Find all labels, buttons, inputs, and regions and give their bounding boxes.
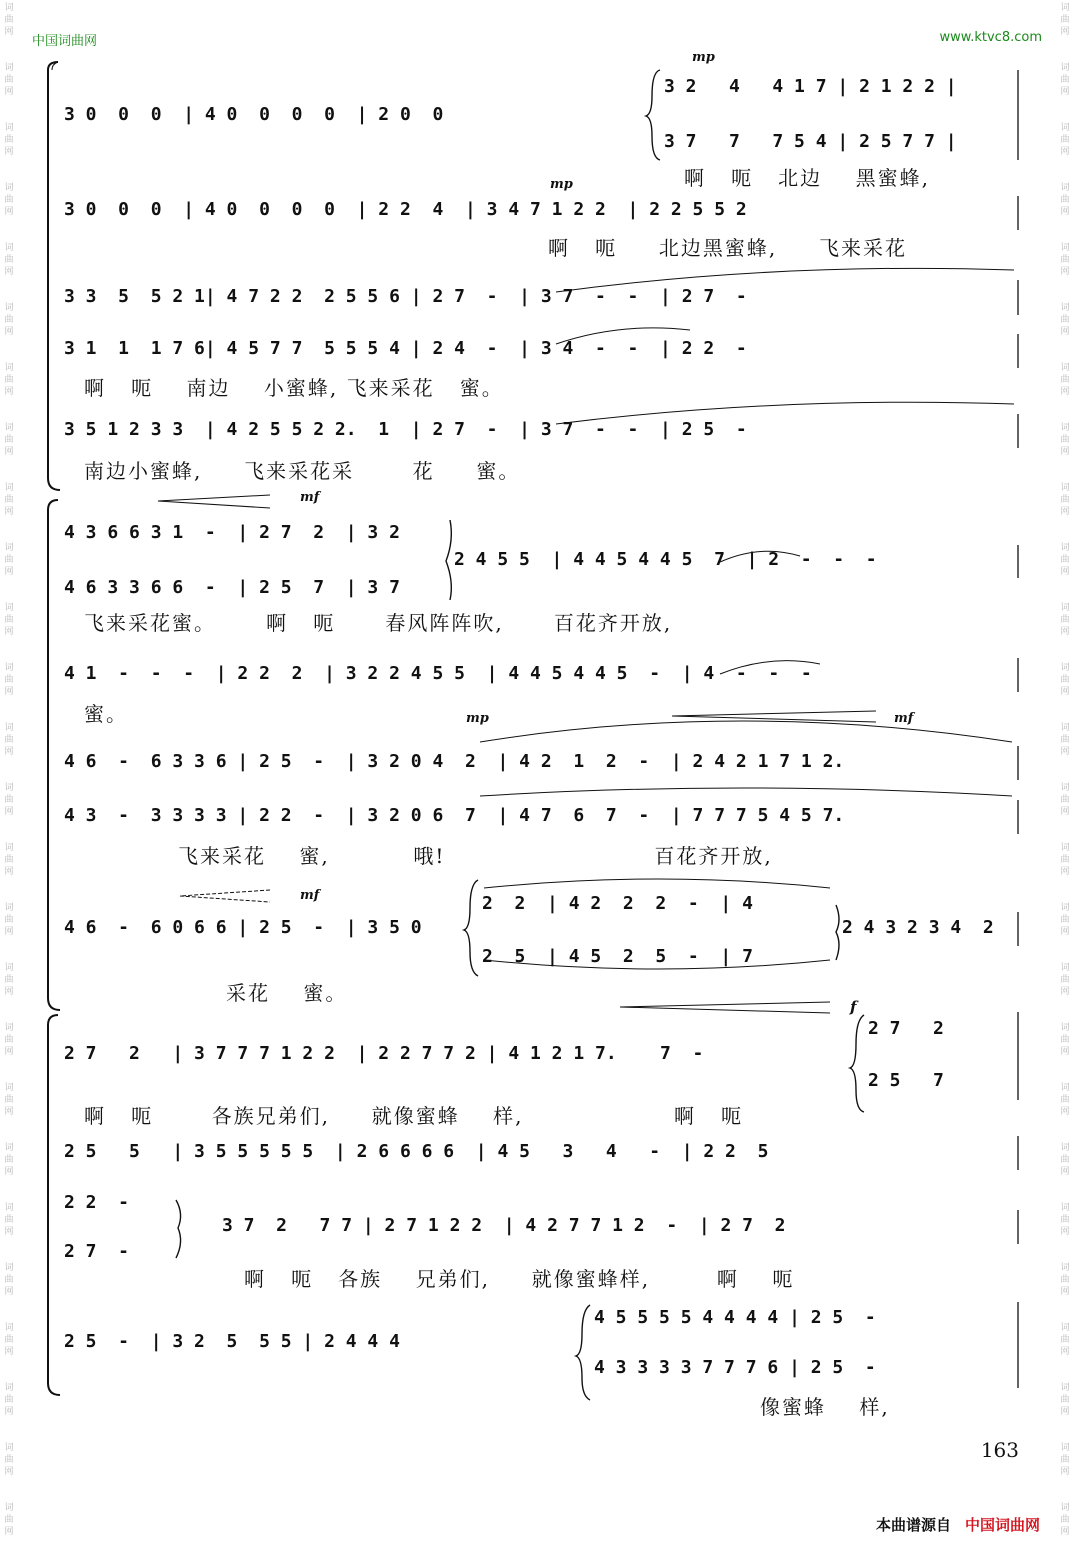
score-line: 2 5 5 | 3 5 5 5 5 5 | 2 6 6 6 6 | 4 5 3 4 - | 2 2 5 [64, 1141, 769, 1162]
score-line: 4 6 - 6 0 6 6 | 2 5 - | 3 5 0 [64, 917, 422, 938]
dynamic-mf: mf [300, 490, 320, 505]
score-line: 4 3 6 6 3 1 - | 2 7 2 | 3 2 [64, 522, 400, 543]
margin-watermark-text: 词 曲 网 [4, 663, 14, 697]
page-number: 163 [980, 1438, 1019, 1462]
margin-watermark-text: 词 曲 网 [4, 1443, 14, 1477]
score-line: 4 5 5 5 5 4 4 4 4 | 2 5 - [594, 1307, 876, 1328]
margin-watermark-text: 词 曲 网 [4, 843, 14, 877]
margin-watermark-text: 词 曲 网 [1060, 1023, 1070, 1057]
lyric-line: 飞来采花 蜜, 哦! 百花齐开放, [178, 844, 773, 868]
score-line: 2 5 - | 3 2 5 5 5 | 2 4 4 4 [64, 1331, 400, 1352]
score-line: 2 7 2 [868, 1018, 944, 1039]
score-line: 4 3 - 3 3 3 3 | 2 2 - | 3 2 0 6 7 | 4 7 6 7 - | 7 7 7 5 4 5 7. [64, 805, 845, 826]
lyric-line: 采花 蜜。 [226, 981, 348, 1005]
score-line: 3 7 2 7 7 | 2 7 1 2 2 | 4 2 7 7 1 2 - | 2 7 2 [222, 1215, 786, 1236]
margin-watermark-text: 词 曲 网 [1060, 363, 1070, 397]
margin-watermark-text: 词 曲 网 [4, 783, 14, 817]
margin-watermark-text: 词 曲 网 [1060, 1323, 1070, 1357]
margin-watermark-text: 词 曲 网 [1060, 963, 1070, 997]
score-line: 3 1 1 1 7 6| 4 5 7 7 5 5 5 4 | 2 4 - | 3 4 - - | 2 2 - [64, 338, 747, 359]
score-line: 3 2 4 4 1 7 | 2 1 2 2 | [664, 76, 957, 97]
margin-watermark-text: 词 曲 网 [4, 723, 14, 757]
lyric-line: 飞来采花蜜。 啊 呃 春风阵阵吹, 百花齐开放, [84, 611, 673, 635]
dynamic-f: f [850, 998, 857, 1016]
margin-watermark-text: 词 曲 网 [1060, 603, 1070, 637]
score-line: 2 2 - [64, 1192, 130, 1213]
lyric-line: 啊 呃 北边黑蜜蜂, 飞来采花 [548, 236, 908, 260]
margin-watermark-text: 词 曲 网 [4, 3, 14, 37]
margin-watermark-text: 词 曲 网 [1060, 663, 1070, 697]
lyric-line: 啊 呃 各族兄弟们, 就像蜜蜂 样, 啊 呃 [84, 1104, 744, 1128]
score-line: 4 6 - 6 3 3 6 | 2 5 - | 3 2 0 4 2 | 4 2 1 2 - | 2 4 2 1 7 1 2. [64, 751, 845, 772]
margin-watermark-text: 词 曲 网 [4, 1503, 14, 1537]
margin-watermark-text: 词 曲 网 [1060, 423, 1070, 457]
score-line: 2 2 | 4 2 2 2 - | 4 [482, 893, 753, 914]
score-line: 3 0 0 0 | 4 0 0 0 0 | 2 2 4 | 3 4 7 1 2 2 | 2 2 5 5 2 [64, 199, 747, 220]
margin-watermark-text: 词 曲 网 [1060, 3, 1070, 37]
margin-watermark-text: 词 曲 网 [4, 63, 14, 97]
lyric-line: 蜜。 [84, 702, 128, 726]
margin-watermark-text: 词 曲 网 [1060, 783, 1070, 817]
margin-watermark-text: 词 曲 网 [4, 603, 14, 637]
score-line: 2 4 3 2 3 4 2 [842, 917, 994, 938]
margin-watermark-text: 词 曲 网 [1060, 483, 1070, 517]
score-line: 3 0 0 0 | 4 0 0 0 0 | 2 0 0 [64, 104, 455, 125]
margin-watermark-text: 词 曲 网 [1060, 1083, 1070, 1117]
score-line: 2 7 2 | 3 7 7 7 1 2 2 | 2 2 7 7 2 | 4 1 2 1 7. 7 - [64, 1043, 704, 1064]
lyric-line: 像蜜蜂 样, [760, 1395, 890, 1419]
margin-watermark-text: 词 曲 网 [1060, 63, 1070, 97]
footer-source-label: 本曲谱源自 [875, 1516, 951, 1534]
score-line: 3 7 7 7 5 4 | 2 5 7 7 | [664, 131, 957, 152]
dynamic-mp: mp [550, 177, 573, 192]
margin-watermark-text: 词 曲 网 [4, 1263, 14, 1297]
margin-watermark-text: 词 曲 网 [4, 423, 14, 457]
margin-watermark-text: 词 曲 网 [1060, 183, 1070, 217]
score-line: 2 4 5 5 | 4 4 5 4 4 5 7 | 2 - - - [454, 549, 877, 570]
margin-watermark-text: 词 曲 网 [1060, 903, 1070, 937]
margin-watermark-text: 词 曲 网 [1060, 1443, 1070, 1477]
site-name-left[interactable]: 中国词曲网 [32, 34, 98, 49]
score-line: 2 5 7 [868, 1070, 944, 1091]
margin-watermark-text: 词 曲 网 [1060, 723, 1070, 757]
margin-watermark-text: 词 曲 网 [1060, 543, 1070, 577]
margin-watermark-text: 词 曲 网 [4, 1383, 14, 1417]
lyric-line: 啊 呃 南边 小蜜蜂, 飞来采花 蜜。 [84, 376, 504, 400]
margin-watermark-text: 词 曲 网 [1060, 1203, 1070, 1237]
margin-watermark-text: 词 曲 网 [1060, 1263, 1070, 1297]
margin-watermark-text: 词 曲 网 [4, 363, 14, 397]
score-line: 4 3 3 3 3 7 7 7 6 | 2 5 - [594, 1357, 876, 1378]
margin-watermark-text: 词 曲 网 [1060, 1503, 1070, 1537]
margin-watermark-text: 词 曲 网 [4, 183, 14, 217]
score-line: 4 1 - - - | 2 2 2 | 3 2 2 4 5 5 | 4 4 5 4 4 5 - | 4 - - - [64, 663, 812, 684]
score-line: 2 5 | 4 5 2 5 - | 7 [482, 946, 753, 967]
margin-watermark-text: 词 曲 网 [4, 1083, 14, 1117]
margin-watermark-text: 词 曲 网 [4, 1023, 14, 1057]
margin-watermark-text: 词 曲 网 [4, 543, 14, 577]
dynamic-mf: mf [894, 711, 914, 726]
margin-watermark-text: 词 曲 网 [4, 483, 14, 517]
margin-watermark-text: 词 曲 网 [4, 123, 14, 157]
margin-watermark-text: 词 曲 网 [1060, 1383, 1070, 1417]
dynamic-mp: mp [692, 50, 715, 65]
margin-watermark-text: 词 曲 网 [1060, 243, 1070, 277]
margin-watermark-text: 词 曲 网 [4, 963, 14, 997]
dynamic-mf: mf [300, 888, 320, 903]
margin-watermark-text: 词 曲 网 [4, 1203, 14, 1237]
score-line: 3 3 5 5 2 1| 4 7 2 2 2 5 5 6 | 2 7 - | 3 7 - - | 2 7 - [64, 286, 747, 307]
lyric-line: 南边小蜜蜂, 飞来采花采 花 蜜。 [84, 459, 521, 483]
margin-watermark-text: 词 曲 网 [1060, 303, 1070, 337]
margin-watermark-text: 词 曲 网 [1060, 843, 1070, 877]
score-line: 3 5 1 2 3 3 | 4 2 5 5 2 2. 1 | 2 7 - | 3 7 - - | 2 5 - [64, 419, 747, 440]
site-url-right[interactable]: www.ktvc8.com [939, 30, 1042, 45]
margin-watermark-text: 词 曲 网 [4, 303, 14, 337]
score-line: 4 6 3 3 6 6 - | 2 5 7 | 3 7 [64, 577, 400, 598]
score-line: 2 7 - [64, 1241, 130, 1262]
margin-watermark-text: 词 曲 网 [4, 903, 14, 937]
lyric-line: 啊 呃 各族 兄弟们, 就像蜜蜂样, 啊 呃 [244, 1267, 795, 1291]
lyric-line: 啊 呃 北边 黑蜜蜂, [684, 166, 930, 190]
margin-watermark-text: 词 曲 网 [4, 243, 14, 277]
margin-watermark-text: 词 曲 网 [1060, 123, 1070, 157]
margin-watermark-text: 词 曲 网 [1060, 1143, 1070, 1177]
margin-watermark-text: 词 曲 网 [4, 1323, 14, 1357]
footer-source-site[interactable]: 中国词曲网 [964, 1516, 1040, 1534]
dynamic-mp: mp [466, 711, 489, 726]
footer-source [876, 1514, 1040, 1535]
margin-watermark-text: 词 曲 网 [4, 1143, 14, 1177]
